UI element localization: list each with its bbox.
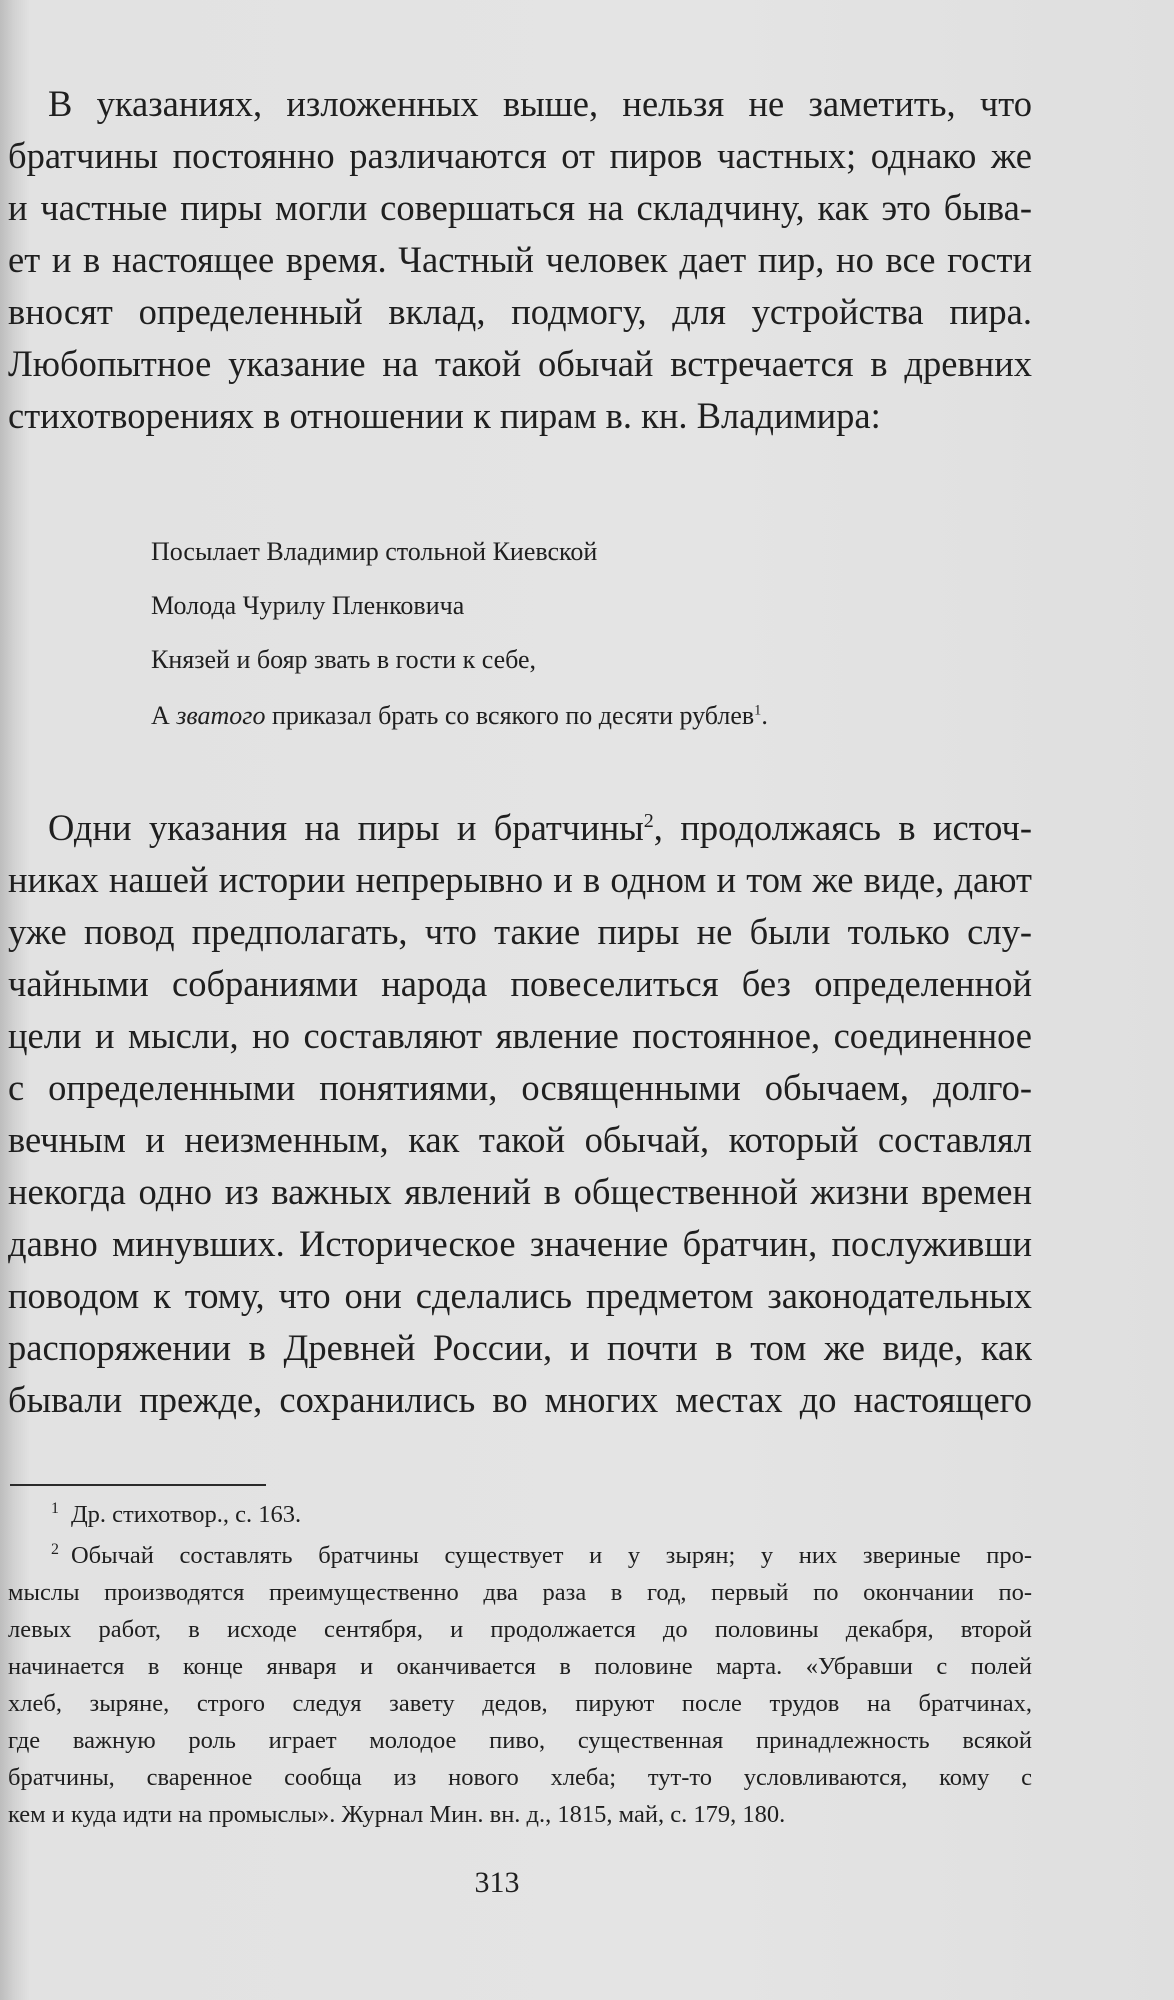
footnote-2-line: кем и куда идти на промыслы». Журнал Мин. вн. д., 1815, май, с. 179, 180. (8, 1801, 786, 1828)
text-line: уже повод предполагать, что такие пиры не были только слу- (8, 911, 1032, 952)
text-line: давно минувших. Историческое значение братчин, послуживши (8, 1223, 1032, 1264)
text-line: вносят определенный вклад, подмогу, для устройства пира. (8, 291, 1032, 332)
footnote-number: 1 (51, 1499, 59, 1517)
text-line: с определенными понятиями, освященными обычаем, долго- (8, 1067, 1032, 1108)
text-line: стихотворениях в отношении к пирам в. кн. Владимира: (8, 395, 881, 436)
verse-text: приказал брать со всякого по десяти рублев (265, 701, 755, 730)
footnote-1 (8, 1500, 1032, 1530)
verse-line (151, 700, 768, 732)
text-line: некогда одно из важных явлений в общественной жизни времен (8, 1171, 1032, 1212)
footnote-2-line: где важную роль играет молодое пиво, существенная принадлежность всякой (8, 1727, 1032, 1754)
footnote-2-line (8, 1541, 1032, 1571)
footnote-2-line: левых работ, в исходе сентября, и продолжается до половины декабря, второй (8, 1616, 1032, 1643)
text-line: В указаниях, изложенных выше, нельзя не заметить, что (48, 83, 1032, 124)
text-line: братчины постоянно различаются от пиров частных; однако же (8, 135, 1032, 176)
verse-italic-word: зватого (176, 701, 266, 730)
page-number: 313 (474, 1866, 520, 1899)
verse-line: Посылает Владимир стольной Киевской (151, 537, 598, 566)
verse-text: . (761, 701, 768, 730)
footnote-2-line: братчины, сваренное сообща из нового хлеба; тут-то условливаются, кому с (8, 1764, 1032, 1791)
text-line: Любопытное указание на такой обычай встречается в древних (8, 343, 1032, 384)
text-line: никах нашей истории непрерывно и в одном и том же виде, дают (8, 859, 1032, 900)
text-line: цели и мысли, но составляют явление постоянное, соединенное (8, 1015, 1032, 1056)
footnote-ref-1: 1 (754, 702, 762, 719)
text-line: чайными собраниями народа повеселиться без определенной (8, 963, 1032, 1004)
footnote-text: Др. стихотвор., с. 163. (70, 1501, 302, 1528)
footnote-text: Обычай составлять братчины существует и у зырян; у них звериные про- (70, 1542, 1032, 1569)
footnote-ref-2: 2 (643, 809, 654, 832)
text-span: , продолжаясь в источ- (653, 807, 1032, 848)
verse-text: А (151, 701, 177, 730)
text-line: и частные пиры могли совершаться на складчину, как это быва- (8, 187, 1032, 228)
text-line: вечным и неизменным, как такой обычай, который составлял (8, 1119, 1032, 1160)
text-span: Одни указания на пиры и братчины (48, 807, 644, 848)
footnote-2-line: мыслы производятся преимущественно два раза в год, первый по окончании по- (8, 1579, 1032, 1606)
text-line: распоряжении в Древней России, и почти в том же виде, как (8, 1327, 1032, 1368)
verse-line: Князей и бояр звать в гости к себе, (151, 645, 537, 674)
footnote-number: 2 (51, 1540, 59, 1558)
text-line: ет и в настоящее время. Частный человек дает пир, но все гости (8, 239, 1032, 280)
text-line: поводом к тому, что они сделались предметом законодательных (8, 1275, 1032, 1316)
text-line (8, 808, 1032, 848)
footnote-2-line: хлеб, зыряне, строго следуя завету дедов, пируют после трудов на братчинах, (8, 1690, 1032, 1717)
footnote-separator (10, 1484, 266, 1486)
footnote-2-line: начинается в конце января и оканчивается в половине марта. «Убравши с полей (8, 1653, 1032, 1680)
verse-line: Молода Чурилу Пленковича (151, 591, 465, 620)
text-line: бывали прежде, сохранились во многих местах до настоящего (8, 1379, 1032, 1420)
